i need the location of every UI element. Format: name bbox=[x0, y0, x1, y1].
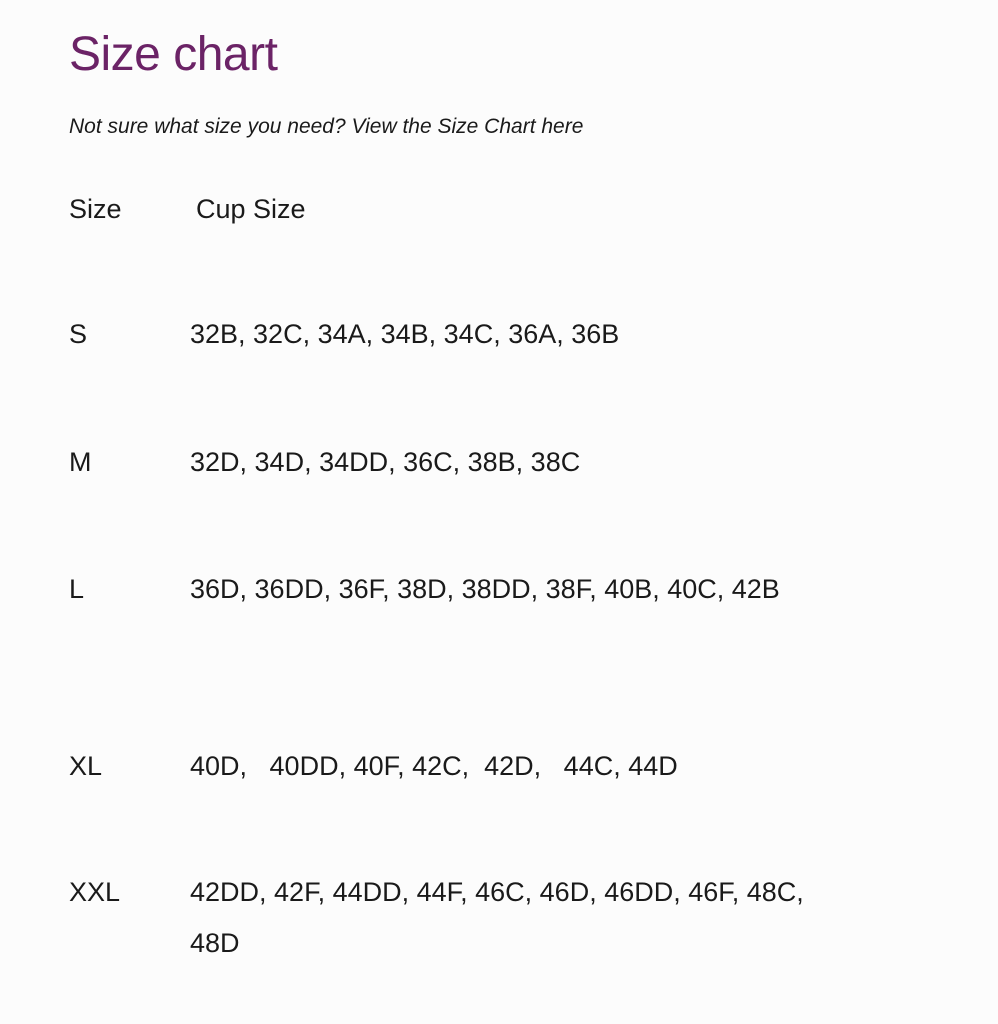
page-title: Size chart bbox=[69, 28, 278, 81]
row-size-label: L bbox=[69, 574, 85, 604]
row-cup-sizes: 42DD, 42F, 44DD, 44F, 46C, 46D, 46DD, 46F, 48C, 48D bbox=[190, 877, 812, 958]
table-header-row bbox=[69, 188, 849, 230]
row-size-label: XL bbox=[69, 751, 103, 781]
row-cup-sizes: 32D, 34D, 34DD, 36C, 38B, 38C bbox=[190, 447, 581, 477]
row-cup-sizes: 32B, 32C, 34A, 34B, 34C, 36A, 36B bbox=[190, 319, 620, 349]
row-size-label: XXL bbox=[69, 877, 121, 907]
row-cup-sizes: 36D, 36DD, 36F, 38D, 38DD, 38F, 40B, 40C, 42B bbox=[190, 574, 780, 604]
header-size: Size bbox=[69, 194, 122, 224]
row-cup-sizes: 40D, 40DD, 40F, 42C, 42D, 44C, 44D bbox=[190, 751, 678, 781]
size-table bbox=[69, 188, 849, 958]
row-size-label: S bbox=[69, 319, 88, 349]
row-size-label: M bbox=[69, 447, 92, 477]
size-chart-hint: Not sure what size you need? View the Size Chart here bbox=[69, 115, 584, 138]
header-cup-size: Cup Size bbox=[196, 194, 306, 224]
